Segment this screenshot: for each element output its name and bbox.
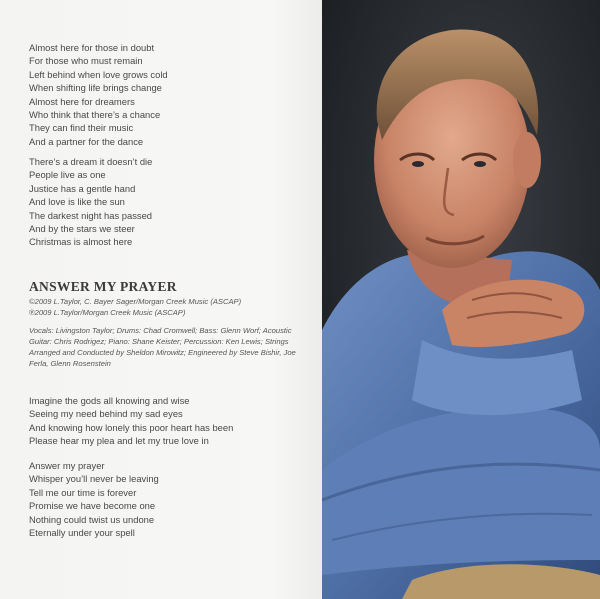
lyric-line: And a partner for the dance [29,135,144,147]
lyrics-stanza-2 [29,155,152,249]
copyright-block [29,296,241,318]
lyric-line: For those who must remain [29,55,143,67]
copyright-line: ℗2009 L.Taylor/Morgan Creek Music (ASCAP) [29,308,186,317]
lyric-line: Christmas is almost here [29,236,133,248]
portrait-illustration [322,0,600,599]
lyric-line: And love is like the sun [29,196,125,208]
lyric-line: Promise we have become one [29,500,156,512]
lyric-line: Almost here for dreamers [29,95,135,107]
lyric-line: When shifting life brings change [29,82,162,94]
lyric-line: Eternally under your spell [29,527,135,539]
lyric-line: The darkest night has passed [29,209,152,221]
lyric-line: Justice has a gentle hand [29,182,136,194]
lyric-line: Please hear my plea and let my true love in [29,435,209,447]
lyric-line: People live as one [29,169,106,181]
lyric-line: And knowing how lonely this poor heart has been [29,421,234,433]
lyric-line: Whisper you’ll never be leaving [29,473,159,485]
lyric-line: There’s a dream it doesn’t die [29,156,153,167]
copyright-line: ©2009 L.Taylor, C. Bayer Sager/Morgan Creek Music (ASCAP) [29,297,242,306]
lyrics-stanza-3 [29,394,233,448]
lyrics-stanza-4 [29,459,159,539]
lyric-line: Left behind when love grows cold [29,68,168,80]
lyric-line: Almost here for those in doubt [29,42,155,53]
lyric-line: And by the stars we steer [29,223,135,235]
lyrics-stanza-1 [29,41,168,148]
lyric-line: Imagine the gods all knowing and wise [29,395,190,406]
credits-block: Vocals: Livingston Taylor; Drums: Chad Cromwell; Bass: Glenn Worf; Acoustic Guitar: Chris Rodrigez; Piano: Shane Keister; Percussion: Ken Lewis; Strings Arranged and Conducted by Sheldon Mirowitz; Engineered by Steve Bishir, Joe Ferla, Glenn Rosenstein [29,326,296,368]
portrait-photo [322,0,600,599]
lyric-line: Seeing my need behind my sad eyes [29,408,183,420]
song-title: ANSWER MY PRAYER [29,279,177,294]
lyric-line: Answer my prayer [29,460,105,471]
lyric-line: Tell me our time is forever [29,486,137,498]
lyric-line: Who think that there’s a chance [29,109,161,121]
lyric-line: Nothing could twist us undone [29,513,155,525]
lyric-line: They can find their music [29,122,134,134]
